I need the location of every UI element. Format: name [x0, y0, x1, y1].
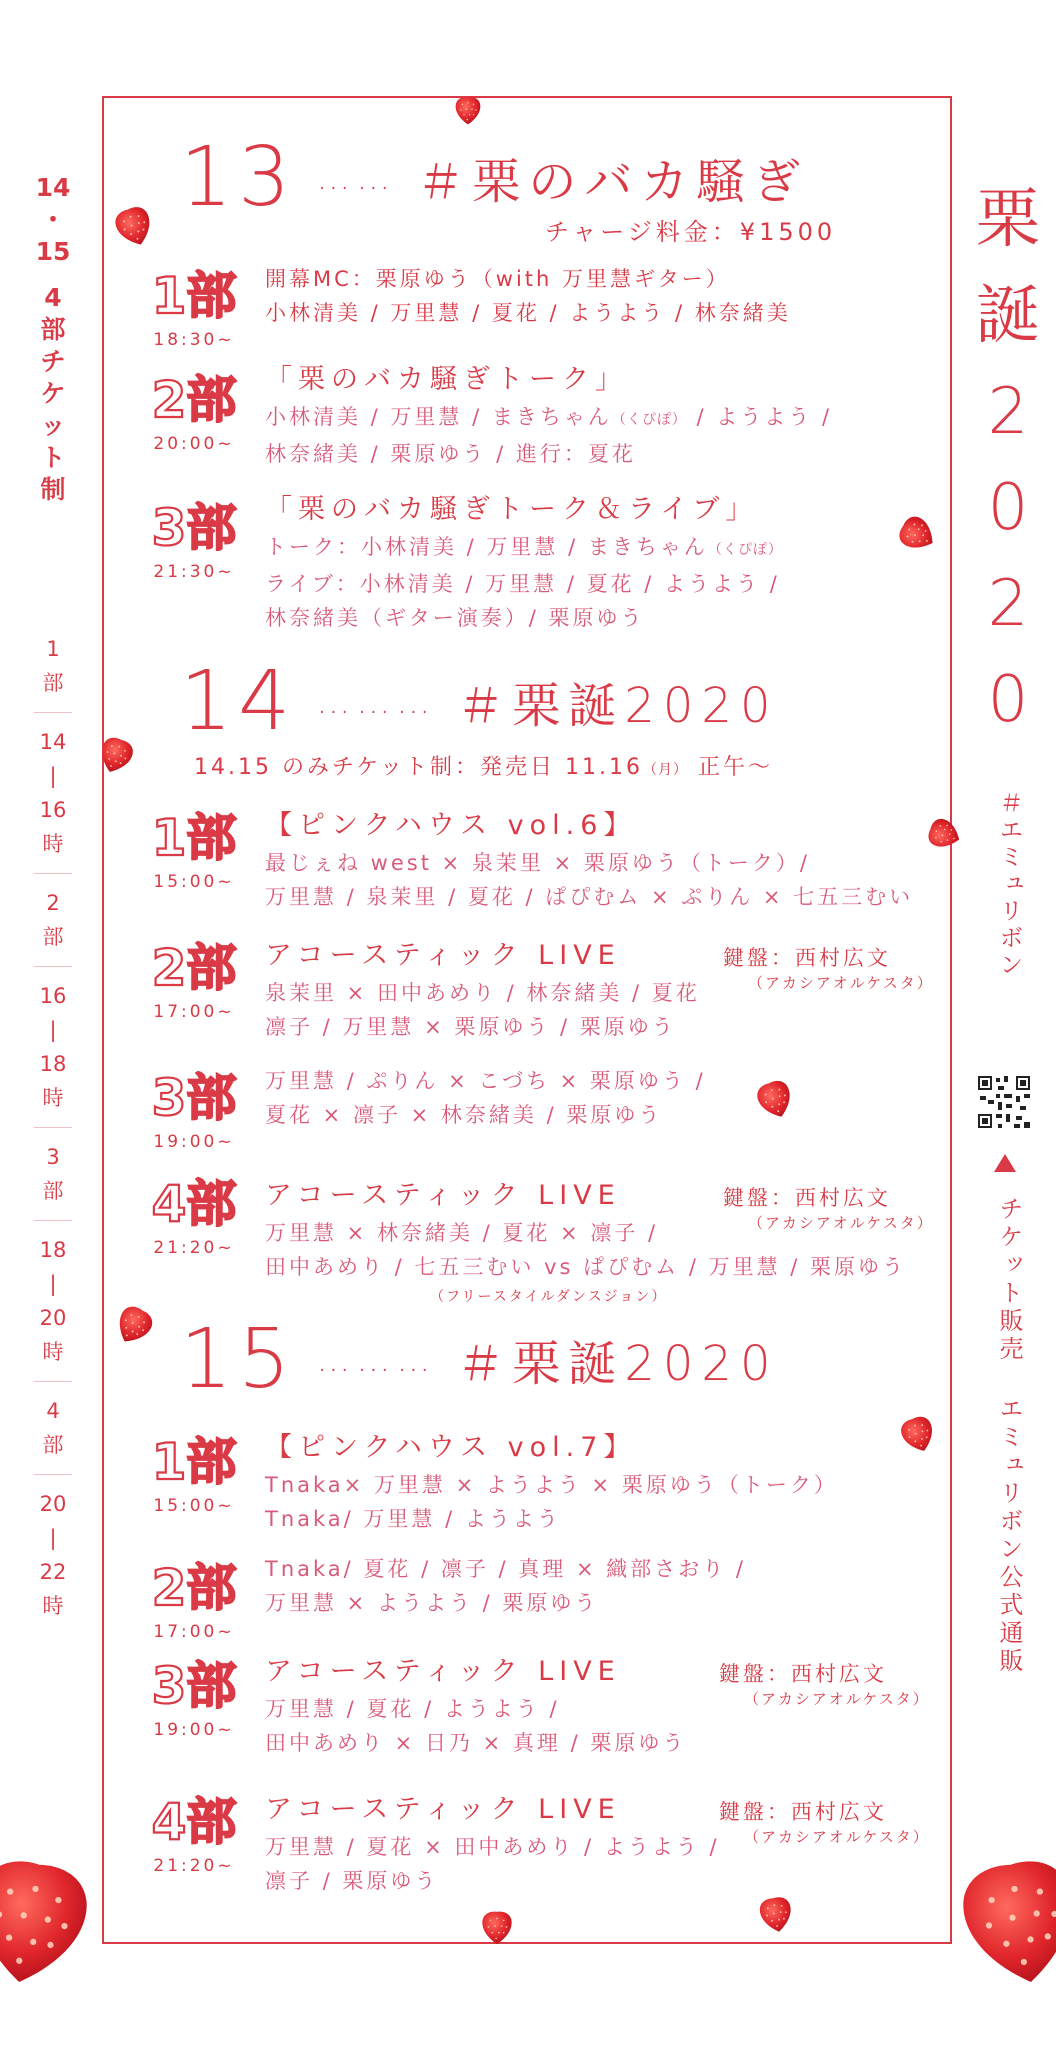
program-title: 【ピンクハウス vol.6】: [265, 810, 637, 841]
day15-part-4: [134, 1794, 254, 1876]
title-char: 栗: [976, 183, 1040, 257]
hashtag-label: ＃エミュリボン: [995, 790, 1023, 979]
day-title: ＃栗のバカ騒ぎ: [416, 154, 809, 210]
part-label: 4部: [151, 1793, 237, 1851]
part-label: 2部: [151, 1559, 237, 1617]
lineup-text: トーク：小林清美 / 万里慧 / まきちゃん: [265, 535, 708, 559]
strawberry-icon: [448, 94, 488, 126]
left-title-line: ・: [40, 205, 66, 234]
triangle-up-icon: [994, 1154, 1016, 1172]
slot-text: 部: [42, 1433, 64, 1457]
program-title: アコースティック LIVE: [265, 1794, 621, 1825]
keyboard-credit: [680, 942, 934, 993]
keyboard-label: 鍵盤：西村広文: [722, 1186, 891, 1210]
left-title-line: ケ: [40, 379, 66, 408]
slot-text: 18: [39, 1052, 67, 1076]
title-char: 誕: [976, 279, 1040, 353]
left-title-line: チ: [40, 347, 66, 376]
day14-part-2: [134, 940, 254, 1022]
keyboard-note: （アカシアオルケスタ）: [748, 974, 934, 992]
title-char: 2: [987, 567, 1029, 641]
slot-text: |: [49, 1018, 57, 1042]
title-char: 0: [987, 663, 1029, 737]
part-time: 21:30~: [153, 562, 235, 582]
left-slot: [28, 886, 78, 1115]
lineup-line: 凛子 / 万里慧 × 栗原ゆう / 栗原ゆう: [265, 1015, 676, 1039]
day13-part-1-lineup: [265, 262, 791, 330]
lineup-line: 万里慧 / ぷりん × こづち × 栗原ゆう /: [265, 1069, 706, 1093]
ticket-sale-text: 14.15 のみチケット制：発売日 11.16: [194, 755, 643, 780]
program-title: 【ピンクハウス vol.7】: [265, 1432, 637, 1463]
keyboard-credit: [676, 1658, 930, 1709]
slot-text: 時: [42, 1340, 64, 1364]
slot-text: |: [49, 764, 57, 788]
slot-text: 16: [39, 984, 67, 1008]
slot-text: 1: [46, 637, 60, 661]
divider: [34, 966, 72, 967]
day15-part-1-lineup: [265, 1428, 838, 1536]
keyboard-label: 鍵盤：西村広文: [722, 946, 891, 970]
lineup-line: 開幕MC：栗原ゆう（with 万里慧ギター）: [265, 267, 730, 291]
divider: [34, 1474, 72, 1475]
part-time: 15:00~: [153, 1496, 235, 1516]
footnote: （フリースタイルダンスジョン）: [430, 1289, 668, 1305]
lineup-line: Tnaka/ 夏花 / 凛子 / 真理 × 織部さおり /: [265, 1557, 746, 1581]
slot-text: 18: [39, 1238, 67, 1262]
left-title-line: ッ: [40, 411, 66, 440]
ticket-sale-weekday: （月）: [642, 762, 688, 778]
title-char: 2: [987, 375, 1029, 449]
keyboard-label: 鍵盤：西村広文: [718, 1662, 887, 1686]
left-slot: [28, 1394, 78, 1623]
slot-text: 時: [42, 1086, 64, 1110]
day15-part-3-lineup: [265, 1652, 686, 1760]
lineup-note: （くぴぽ）: [611, 412, 687, 428]
slot-text: |: [49, 1272, 57, 1296]
day15-part-1: [134, 1434, 254, 1516]
day15-part-2: [134, 1560, 254, 1642]
divider: [34, 873, 72, 874]
day14-part-3: [134, 1070, 254, 1152]
slot-text: 22: [39, 1560, 67, 1584]
lineup-line: 万里慧 × 林奈緒美 / 夏花 × 凛子 /: [265, 1221, 659, 1245]
program-title: アコースティック LIVE: [265, 1180, 621, 1211]
lineup-line: 万里慧 / 夏花 × 田中あめり / ようよう /: [265, 1835, 720, 1859]
vertical-main-title: [968, 172, 1048, 748]
part-label: 3部: [151, 499, 237, 557]
keyboard-credit: [676, 1796, 930, 1847]
part-time: 18:30~: [153, 330, 235, 350]
day15-part-3: [134, 1658, 254, 1740]
lineup-line: 最じぇね west × 泉茉里 × 栗原ゆう（トーク）/: [265, 851, 810, 875]
day-15-header: [180, 1312, 779, 1407]
slot-text: 部: [42, 1179, 64, 1203]
lineup-line: 夏花 × 凛子 × 林奈緒美 / 栗原ゆう: [265, 1103, 663, 1127]
lineup-line: 林奈緒美 / 栗原ゆう / 進行：夏花: [265, 442, 636, 466]
slot-text: 4: [46, 1399, 60, 1423]
keyboard-note: （アカシアオルケスタ）: [744, 1828, 930, 1846]
day14-part-1-lineup: [265, 806, 913, 914]
day15-part-4-lineup: [265, 1790, 720, 1898]
slot-text: 20: [39, 1492, 67, 1516]
divider: [34, 1381, 72, 1382]
lineup-line: [265, 530, 783, 567]
day13-part-1: [134, 268, 254, 350]
slot-text: 20: [39, 1306, 67, 1330]
lineup-line: 万里慧 × ようよう / 栗原ゆう: [265, 1591, 599, 1615]
slot-text: 2: [46, 891, 60, 915]
ticket-sale-text: 正午～: [687, 755, 773, 780]
qr-code-icon[interactable]: [976, 1074, 1032, 1130]
leader-dots: ………: [316, 681, 437, 722]
part-label: 2部: [151, 939, 237, 997]
part-time: 19:00~: [153, 1132, 235, 1152]
lineup-line: 小林清美 / 万里慧 / 夏花 / ようよう / 林奈緒美: [265, 301, 791, 325]
ticket-shop-label: チケット販売 エミュリボン公式通販: [995, 1196, 1023, 1676]
lineup-line: 泉茉里 × 田中あめり / 林奈緒美 / 夏花: [265, 981, 700, 1005]
slot-text: 部: [42, 925, 64, 949]
day-number: 13: [180, 130, 297, 225]
part-time: 17:00~: [153, 1002, 235, 1022]
divider: [34, 712, 72, 713]
lineup-line: Tnaka/ 万里慧 / ようよう: [265, 1507, 561, 1531]
part-time: 15:00~: [153, 872, 235, 892]
slot-text: 部: [42, 671, 64, 695]
lineup-line: 田中あめり × 日乃 × 真理 / 栗原ゆう: [265, 1731, 687, 1755]
day-title: ＃栗誕2020: [456, 678, 779, 734]
day-13-header: [180, 130, 808, 225]
part-label: 2部: [151, 371, 237, 429]
day-14-header: [180, 654, 779, 749]
day14-part-2-lineup: [265, 936, 700, 1044]
keyboard-label: 鍵盤：西村広文: [718, 1800, 887, 1824]
left-title-line: 部: [40, 315, 66, 344]
day-title: ＃栗誕2020: [456, 1336, 779, 1392]
left-slot: [28, 1140, 78, 1369]
keyboard-note: （アカシアオルケスタ）: [748, 1214, 934, 1232]
program-title: アコースティック LIVE: [265, 1656, 621, 1687]
day13-part-2-lineup: [265, 360, 832, 471]
day-number: 15: [180, 1312, 297, 1407]
slot-text: 14: [39, 730, 67, 754]
day-number: 14: [180, 654, 297, 749]
day13-part-3: [134, 500, 254, 582]
slot-text: 16: [39, 798, 67, 822]
left-ticket-title: [28, 172, 78, 506]
lineup-line: 万里慧 / 泉茉里 / 夏花 / ぱぴむム × ぷりん × 七五三むい: [265, 885, 914, 909]
part-time: 21:20~: [153, 1856, 235, 1876]
lineup-line: 万里慧 / 夏花 / ようよう /: [265, 1697, 560, 1721]
slot-text: 3: [46, 1145, 60, 1169]
part-label: 1部: [151, 1433, 237, 1491]
program-title: 「栗のバカ騒ぎトーク＆ライブ」: [265, 494, 759, 525]
left-slot-list: [28, 632, 78, 1623]
divider: [34, 1127, 72, 1128]
lineup-text: / ようよう /: [686, 405, 833, 429]
day14-part-1: [134, 810, 254, 892]
part-time: 21:20~: [153, 1238, 235, 1258]
part-label: 1部: [151, 267, 237, 325]
slot-text: 時: [42, 1594, 64, 1618]
keyboard-note: （アカシアオルケスタ）: [744, 1690, 930, 1708]
day13-part-3-lineup: [265, 490, 783, 635]
strawberry-icon: [478, 1908, 516, 1946]
keyboard-credit: [680, 1182, 934, 1233]
strawberry-icon: [752, 1889, 799, 1939]
part-label: 1部: [151, 809, 237, 867]
ticket-sale-note: [194, 750, 773, 781]
part-time: 17:00~: [153, 1622, 235, 1642]
program-title: アコースティック LIVE: [265, 940, 621, 971]
leader-dots: ……: [316, 157, 397, 198]
lineup-line: 田中あめり / 七五三むい vs ぱぴむム / 万里慧 / 栗原ゆう: [265, 1255, 906, 1279]
large-strawberry-icon: [930, 1790, 1056, 2050]
part-time: 19:00~: [153, 1720, 235, 1740]
part-label: 3部: [151, 1069, 237, 1127]
day14-part-3-lineup: [265, 1064, 706, 1132]
lineup-line: Tnaka× 万里慧 × ようよう × 栗原ゆう（トーク）: [265, 1473, 838, 1497]
slot-text: 時: [42, 832, 64, 856]
part-label: 3部: [151, 1657, 237, 1715]
leader-dots: ………: [316, 1339, 437, 1380]
day13-part-2: [134, 372, 254, 454]
lineup-line: ライブ：小林清美 / 万里慧 / 夏花 / ようよう /: [265, 572, 780, 596]
day14-part-4: [134, 1176, 254, 1258]
left-title-line: 4: [44, 283, 62, 312]
left-title-line: ト: [40, 443, 66, 472]
left-slot: [28, 632, 78, 861]
lineup-note: （くぴぽ）: [707, 542, 783, 558]
left-title-line: 15: [35, 237, 71, 266]
day15-part-2-lineup: [265, 1552, 746, 1620]
lineup-line: [265, 400, 832, 437]
lineup-line: 林奈緒美（ギター演奏）/ 栗原ゆう: [265, 606, 645, 630]
part-label: 4部: [151, 1175, 237, 1233]
left-title-line: 14: [35, 173, 71, 202]
lineup-text: 小林清美 / 万里慧 / まきちゃん: [265, 405, 612, 429]
program-title: 「栗のバカ騒ぎトーク」: [265, 364, 628, 395]
divider: [34, 1220, 72, 1221]
slot-text: |: [49, 1526, 57, 1550]
part-time: 20:00~: [153, 434, 235, 454]
lineup-line: 凛子 / 栗原ゆう: [265, 1869, 439, 1893]
title-char: 0: [987, 471, 1029, 545]
charge-fee: チャージ料金：¥1500: [545, 218, 837, 246]
left-title-line: 制: [40, 475, 66, 504]
